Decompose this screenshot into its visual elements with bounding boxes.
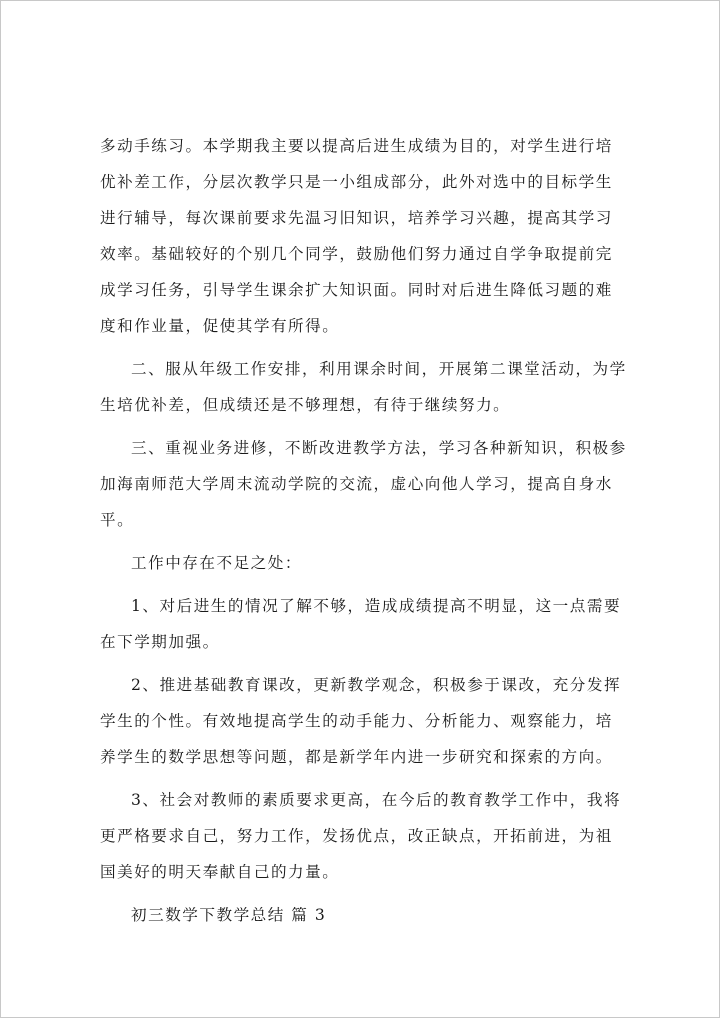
paragraph-shortcoming-three: 3、社会对教师的素质要求更高，在今后的教育教学工作中，我将更严格要求自己，努力工作，发扬优点，改正缺点，开拓前进，为祖国美好的明天奉献自己的力量。 <box>100 791 622 881</box>
document-body <box>100 128 627 933</box>
paragraph-shortcomings-intro: 工作中存在不足之处： <box>131 554 302 572</box>
paragraph-shortcoming-one: 1、对后进生的情况了解不够，造成成绩提高不明显，这一点需要在下学期加强。 <box>100 597 622 651</box>
paragraph-item-three: 三、重视业务进修，不断改进教学方法，学习各种新知识，积极参加海南师范大学周末流动学院的交流，虚心向他人学习，提高自身水平。 <box>100 439 627 529</box>
paragraph-teaching-method: 多动手练习。本学期我主要以提高后进生成绩为目的，对学生进行培优补差工作，分层次教学只是一小组成部分，此外对选中的目标学生进行辅导，每次课前要求先温习旧知识，培养学习兴趣，提高其学习效率。基础较好的个别几个同学，鼓励他们努力通过自学争取提前完成学习任务，引导学生课余扩大知识面。同时对后进生降低习题的难度和作业量，促使其学有所得。 <box>100 137 613 335</box>
paragraph-shortcoming-two: 2、推进基础教育课改，更新教学观念，积极参于课改，充分发挥学生的个性。有效地提高学生的动手能力、分析能力、观察能力，培养学生的数学思想等问题，都是新学年内进一步研究和探索的方向。 <box>100 676 622 766</box>
paragraph-item-two: 二、服从年级工作安排，利用课余时间，开展第二课堂活动，为学生培优补差，但成绩还是不够理想，有待于继续努力。 <box>100 360 627 414</box>
section-heading: 初三数学下教学总结 篇 3 <box>131 906 327 924</box>
